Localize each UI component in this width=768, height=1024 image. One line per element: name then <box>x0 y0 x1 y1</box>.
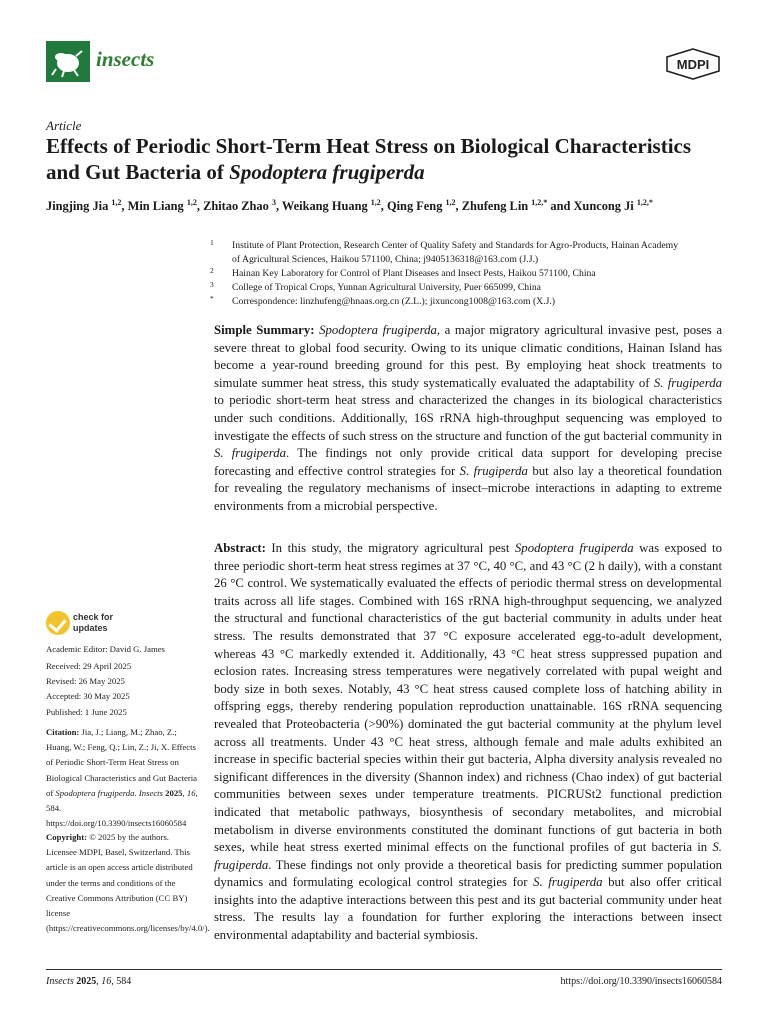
journal-logo <box>46 41 90 82</box>
affiliations-list <box>210 239 680 309</box>
author-name[interactable]: Zhufeng Lin <box>461 199 529 213</box>
affiliation-item <box>210 295 680 309</box>
mdpi-logo-icon <box>664 47 722 81</box>
citation-body <box>46 727 198 828</box>
text-run: . These findings not only provide a theoretical basis for predicting summer population dynamics and formulating ecological control strategies for <box>214 857 722 890</box>
updates-line-1: check for <box>73 612 114 622</box>
author-name[interactable]: Zhitao Zhao <box>203 199 269 213</box>
simple-summary-label: Simple Summary: <box>214 323 315 337</box>
italic-text-run: S. frugiperda <box>459 463 528 478</box>
academic-editor: Academic Editor: David G. James <box>46 644 165 654</box>
check-for-updates-icon <box>46 611 70 635</box>
title-species: Spodoptera frugiperda <box>229 160 425 184</box>
publication-date: Received: 29 April 2025 <box>46 661 132 671</box>
copyright <box>46 830 210 936</box>
publication-date: Revised: 26 May 2025 <box>46 676 125 687</box>
publication-date: Accepted: 30 May 2025 <box>46 691 130 702</box>
check-for-updates-label <box>73 612 113 634</box>
author-affiliation-marks: 1,2 <box>370 198 381 207</box>
check-for-updates-badge[interactable] <box>46 611 118 637</box>
author-and: and <box>550 199 571 213</box>
beetle-icon <box>46 41 90 82</box>
author-name[interactable]: Min Liang <box>127 199 184 213</box>
abstract-label: Abstract: <box>214 541 266 555</box>
author-list: Jingjing Jia $^{1,2}$, Min Liang $^{1,2}$, Zhitao Zhao $^3$, Weikang Huang $^{1,2}$, Qing Feng $^{1,2}$, Zhufeng Lin $^{1,2,*}$ and Xuncong Ji $^{1,2,*}$ <box>46 198 653 213</box>
affiliation-mark: 3 <box>210 280 214 289</box>
affiliation-text: Correspondence: linzhufeng@hnaas.org.cn (Z.L.); jixuncong1008@163.com (X.J.) <box>232 296 556 307</box>
affiliation-item <box>210 239 680 267</box>
publication-date: Published: 1 June 2025 <box>46 706 127 717</box>
affiliation-mark: * <box>210 294 214 303</box>
footer-page: 584 <box>116 976 132 987</box>
svg-text:MDPI: MDPI <box>676 57 710 72</box>
author-affiliation-marks: 1,2,* <box>636 198 653 207</box>
italic-text-run: Spodoptera frugiperda <box>319 323 437 337</box>
italic-text-run: S. frugiperda <box>533 875 603 890</box>
author-affiliation-marks: 1,2 <box>445 198 456 207</box>
simple-summary <box>214 322 722 516</box>
text-run: . The findings not only provide critical data support for developing precise forecasting and effective control strategies for <box>214 446 722 478</box>
publisher-logo <box>664 47 722 81</box>
text-run: to periodic short-term heat stress and characterized the changes in its biological characteristics under such conditions. Additionally, 16S rRNA high-throughput sequencing was employed to investigate the effects of such stress on the structure and function of the gut bacterial community in <box>214 393 722 443</box>
footer-doi-link[interactable]: https://doi.org/10.3390/insects16060584 <box>560 976 722 987</box>
text-run: Jia, J.; Liang, M.; Zhao, Z.; Huang, W.; Feng, Q.; Lin, Z.; Ji, X. Effects of Periodic Short-Term Heat Stress on Biological Characteristics and Gut Bacteria of <box>46 727 198 798</box>
author-name[interactable]: Qing Feng <box>386 199 443 213</box>
bold-text-run: 2025 <box>165 787 183 798</box>
italic-text-run: S. frugiperda <box>214 840 722 872</box>
author-affiliation-marks: 1,2 <box>111 198 122 207</box>
abstract <box>214 540 722 945</box>
affiliation-mark: 1 <box>210 238 214 247</box>
copyright-text: © 2025 by the authors. Licensee MDPI, Basel, Switzerland. This article is an open access article distributed under the terms and conditions of the Creative Commons Attribution (CC BY) license (https://creativecommons.org/licenses/by/4.0/). <box>46 832 210 934</box>
simple-summary-body <box>214 323 722 513</box>
footer-journal-name: Insects <box>46 976 74 987</box>
author-name[interactable]: Xuncong Ji <box>573 199 634 213</box>
article-title <box>46 133 726 185</box>
affiliation-text: Institute of Plant Protection, Research Center of Quality Safety and Standards for Agro-Products, Hainan Academy of Agricultural Sciences, Haikou 571100, China; j9405136318@163.com (J.J.) <box>232 240 679 265</box>
copyright-label: Copyright: <box>46 832 88 842</box>
text-run: , 584. https://doi.org/10.3390/insects16060584 <box>46 787 198 829</box>
text-run: but also offer critical insights into the adaptive interactions between this pest and its gut bacterial community under heat stress. The results lay a foundation for further exploring the interactions between insect environmental adaptability and bacterial symbiosis. <box>214 875 722 943</box>
text-run: , a major migratory agricultural invasive pest, poses a severe threat to global food security. Owing to its unique climatic conditions, Hainan Island has become a year-round breeding ground for this pest. By employing heat shock treatments to simulate summer heat stress, this study systematically evaluated the adaptability of <box>214 323 722 390</box>
publication-dates <box>46 659 198 720</box>
text-run: . <box>134 787 139 798</box>
italic-text-run: Spodoptera frugiperda <box>514 541 634 555</box>
text-run: , <box>182 787 187 798</box>
italic-text-run: S. frugiperda <box>214 446 287 461</box>
footer-year: 2025 <box>76 976 97 987</box>
affiliation-item <box>210 281 680 295</box>
author-name[interactable]: Weikang Huang <box>281 199 368 213</box>
footer-divider <box>46 969 722 970</box>
footer-citation: Insects 2025, 16, 584 <box>46 976 132 987</box>
article-type: Article <box>46 118 82 133</box>
abstract-body <box>214 541 722 942</box>
text-run: In this study, the migratory agricultural pest <box>265 541 515 555</box>
citation-label: Citation: <box>46 727 80 737</box>
author-affiliation-marks: 1,2,* <box>531 198 548 207</box>
italic-text-run: S. frugiperda <box>653 375 722 390</box>
affiliation-mark: 2 <box>210 266 214 275</box>
author-affiliation-marks: 1,2 <box>186 198 197 207</box>
updates-line-2: updates <box>73 623 108 633</box>
text-run: was exposed to three periodic short-term heat stress regimes at 37 °C, 40 °C, and 43 °C (2 h daily), with a constant 26 °C control. We systematically evaluated the effects of periodic thermal stress on developmental traits across all life stages. Combined with 16S rRNA high-throughput sequencing, we analyzed the structural and functional characteristics of the gut bacterial community in adults under heat stress. The results demonstrated that 37 °C exposure accelerated egg-to-adult development, whereas 43 °C markedly extended it. Additionally, 43 °C heat stress suppressed pupation and eclosion rates. Increasing stress temperatures were negatively correlated with pupal weight and body size in both sexes. Notably, 43 °C heat stress caused complete loss of hatching ability in offspring eggs, thereby rendering population reproduction unattainable. 16S rRNA sequencing revealed that Proteobacteria (>90%) dominated the gut bacterial community at the phylum level across all treatments. Under 43 °C heat stress, although female and male adults exhibited an increase in specific bacterial species within their gut bacteria, Alpha diversity analysis revealed no significant differences in the diversity (Shannon index) and richness (Chao index) of gut bacterial communities between sexes under temperature treatments. PICRUSt2 functional prediction indicated that metabolic pathways, biosynthesis of secondary metabolites, and microbial metabolism in diverse environments constituted the dominant functions of gut bacteria in both sexes, while heat stress exerted minimal effects on the functional profiles of gut bacteria in <box>214 541 722 855</box>
text-run: but also lay a theoretical foundation for revealing the regulatory mechanisms of insect–microbe interactions in adapting to extreme environments from a microbial perspective. <box>214 463 722 513</box>
author-name[interactable]: Jingjing Jia <box>46 199 109 213</box>
italic-text-run: Spodoptera frugiperda <box>55 787 135 798</box>
journal-name: insects <box>96 47 155 71</box>
author-affiliation-marks: 3 <box>271 198 276 207</box>
affiliation-item <box>210 267 680 281</box>
italic-text-run: Insects <box>138 787 163 798</box>
title-main: Effects of Periodic Short-Term Heat Stress on Biological Characteristics and Gut Bacteria of <box>46 134 692 184</box>
citation <box>46 725 198 831</box>
footer-volume: 16 <box>101 976 112 987</box>
italic-text-run: 16 <box>186 787 196 798</box>
affiliation-text: College of Tropical Crops, Yunnan Agricultural University, Puer 665099, China <box>232 282 541 293</box>
affiliation-text: Hainan Key Laboratory for Control of Plant Diseases and Insect Pests, Haikou 571100, China <box>232 268 596 279</box>
